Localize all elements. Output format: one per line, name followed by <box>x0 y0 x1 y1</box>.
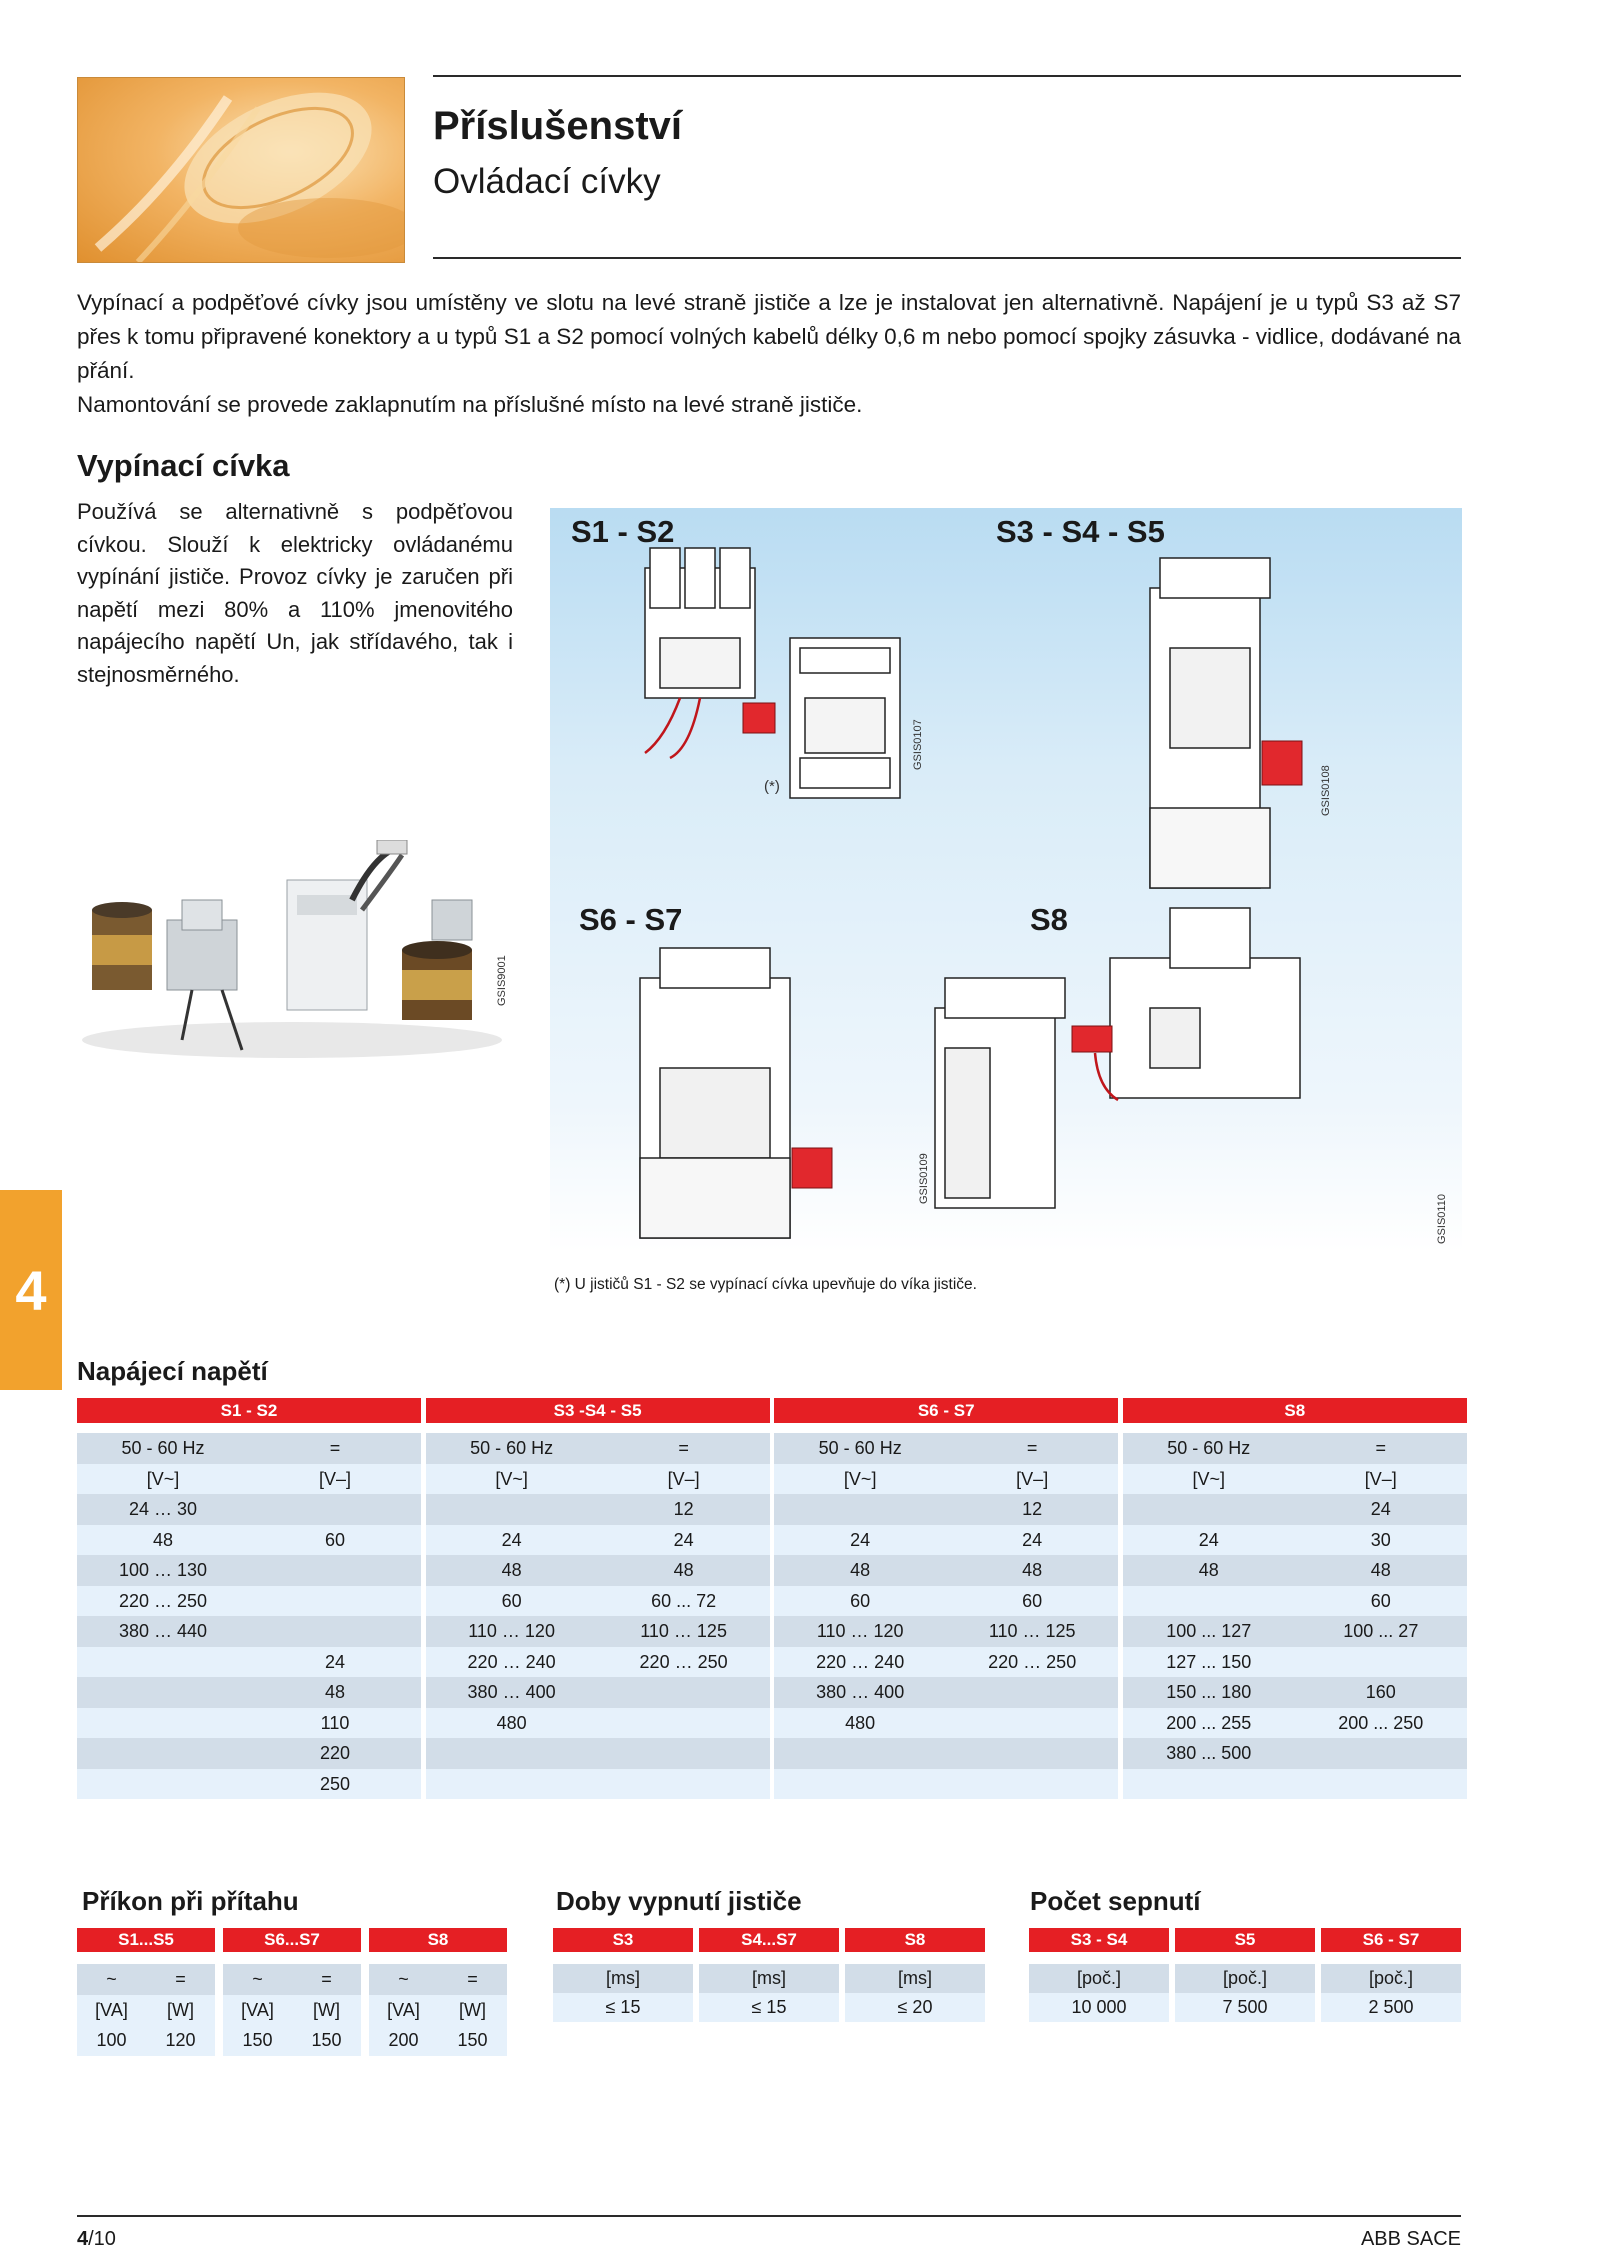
table-cell: 380 … 400 <box>816 1682 905 1702</box>
table-cell <box>1295 1738 1467 1769</box>
table-row <box>774 1586 1118 1617</box>
table-cell <box>1295 1647 1467 1678</box>
table-cell: [VA] <box>387 1999 420 2020</box>
table-row <box>77 1647 421 1678</box>
table-cell: ≤ 15 <box>553 1993 693 2022</box>
table-row <box>223 1964 361 1995</box>
table-cell: = <box>321 1969 332 1989</box>
table-cell: 60 <box>324 1529 346 1550</box>
table-row <box>774 1647 1118 1678</box>
table-row <box>426 1586 770 1617</box>
table-row <box>77 1964 215 1995</box>
table-cell: 30 <box>1370 1529 1391 1550</box>
page-number-bold: 4 <box>77 2228 89 2250</box>
table-cell: [V–] <box>667 1468 700 1489</box>
table-row <box>1123 1769 1467 1800</box>
chapter-number: 4 <box>15 1259 47 1322</box>
table-row <box>774 1708 1118 1739</box>
table-cell <box>426 1738 598 1769</box>
table-row <box>426 1647 770 1678</box>
table-cell: = <box>329 1438 341 1458</box>
supply-group-header: S8 <box>1123 1398 1467 1423</box>
footer-rule <box>77 2215 1461 2217</box>
table-cell: 48 <box>324 1682 346 1702</box>
operations-table-title: Počet sepnutí <box>1030 1886 1201 1916</box>
operations-group-header: S5 <box>1175 1928 1315 1952</box>
table-cell: [V–] <box>318 1468 352 1489</box>
operations-group-body <box>1321 1964 1461 2022</box>
table-cell <box>946 1738 1118 1769</box>
table-row <box>774 1433 1118 1464</box>
table-cell: 24 <box>1022 1529 1043 1550</box>
coil-description: Používá se alternativně s podpěťovou cívkou. Slouží k elektricky ovládanému vypínání jističe. Provoz cívky je zaručen při napětí mezi 80% a 110% jmenovitého napájecího napětí Un, jak střídavého, tak i stejnosměrného. <box>77 499 513 687</box>
table-row <box>426 1677 770 1708</box>
rugby-ball-illustration <box>78 78 404 262</box>
table-cell: 24 <box>1370 1499 1391 1519</box>
table-cell: [V~] <box>146 1468 180 1489</box>
table-cell: 48 <box>673 1560 694 1580</box>
table-cell: ~ <box>398 1969 409 1989</box>
table-cell: 220 … 250 <box>988 1651 1077 1672</box>
intro-paragraph: Vypínací a podpěťové cívky jsou umístěny ve slotu na levé straně jističe a lze je instalovat jen alternativně. Napájení je u typů S3 až S7 přes k tomu připravené konektory a u typů S1 a S2 pomocí volných kabelů délky 0,6 m nebo pomocí spojky zásuvka - vidlice, dodávané na přání. <box>77 290 1461 383</box>
table-cell: ~ <box>106 1969 117 1989</box>
breaker-drawings <box>550 508 1462 1252</box>
power-group-body <box>77 1964 215 2056</box>
table-cell: 150 <box>457 2030 488 2050</box>
table-cell: 24 … 30 <box>128 1499 198 1519</box>
table-row <box>77 1677 421 1708</box>
table-cell: 110 … 125 <box>988 1621 1076 1641</box>
table-cell: [V~] <box>843 1468 877 1489</box>
table-cell <box>774 1738 946 1769</box>
table-cell: = <box>467 1969 478 1989</box>
table-row <box>1123 1677 1467 1708</box>
table-row <box>774 1769 1118 1800</box>
table-row <box>774 1464 1118 1495</box>
table-cell: 220 … 240 <box>816 1651 905 1672</box>
table-cell <box>426 1494 598 1525</box>
page-number-rest: /10 <box>88 2228 116 2250</box>
coil-section-title: Vypínací cívka <box>77 448 290 483</box>
table-cell: 100 <box>96 2030 127 2050</box>
table-cell: 110 <box>320 1712 350 1733</box>
supply-group-header: S1 - S2 <box>77 1398 421 1423</box>
table-cell: 50 - 60 Hz <box>121 1438 205 1458</box>
page-number <box>77 2228 116 2251</box>
operations-group-body <box>1175 1964 1315 2022</box>
table-cell: [V–] <box>1364 1468 1397 1489</box>
power-group-body <box>223 1964 361 2056</box>
table-row <box>77 1494 421 1525</box>
table-cell: 480 <box>496 1712 527 1733</box>
table-cell: 60 <box>1370 1590 1391 1611</box>
table-cell: ≤ 20 <box>845 1993 985 2022</box>
table-row <box>77 1616 421 1647</box>
table-row <box>1123 1708 1467 1739</box>
trip_time-group <box>845 1928 985 2022</box>
table-cell: 24 <box>850 1529 871 1550</box>
header-top-rule <box>433 75 1461 77</box>
table-row <box>774 1677 1118 1708</box>
table-row <box>426 1464 770 1495</box>
table-row <box>77 1555 421 1586</box>
table-cell <box>774 1769 946 1800</box>
table-cell: 200 <box>388 2030 419 2050</box>
table-cell: 380 ... 500 <box>1166 1743 1252 1763</box>
trip_time-group-header: S4...S7 <box>699 1928 839 1952</box>
table-cell: [W] <box>167 1999 194 2020</box>
figure-label-s1-s2: S1 - S2 <box>571 514 675 549</box>
table-row <box>223 1995 361 2026</box>
table-row <box>774 1738 1118 1769</box>
supply-group <box>1123 1398 1467 1799</box>
operations-group <box>1321 1928 1461 2022</box>
table-row <box>77 1433 421 1464</box>
table-cell: 220 … 250 <box>639 1651 728 1672</box>
coil-photo-illustration <box>72 840 512 1070</box>
table-row <box>77 1708 421 1739</box>
table-cell: [ms] <box>553 1964 693 1993</box>
trip_time-group-header: S8 <box>845 1928 985 1952</box>
table-cell: 2 500 <box>1321 1993 1461 2022</box>
figure-label-s8: S8 <box>1030 902 1068 937</box>
intro-text <box>77 286 1461 422</box>
table-cell: ≤ 15 <box>699 1993 839 2022</box>
table-cell <box>1123 1769 1295 1800</box>
table-cell: 48 <box>850 1560 871 1580</box>
asterisk-note: (*) <box>764 778 780 795</box>
table-row <box>426 1738 770 1769</box>
table-cell <box>77 1738 249 1769</box>
table-cell <box>77 1708 249 1739</box>
table-cell: 110 … 120 <box>816 1621 904 1641</box>
table-cell: 220 … 250 <box>118 1590 208 1611</box>
table-cell: = <box>678 1438 689 1458</box>
table-cell <box>1295 1769 1467 1800</box>
company-name: ABB SACE <box>1360 2228 1461 2250</box>
table-row <box>1123 1464 1467 1495</box>
table-row <box>426 1769 770 1800</box>
photo-code: GSIS9001 <box>496 955 508 1006</box>
table-cell: 160 <box>1365 1682 1396 1702</box>
table-cell: ~ <box>252 1969 263 1989</box>
table-cell: 50 - 60 Hz <box>1167 1438 1251 1458</box>
supply-group <box>77 1398 421 1799</box>
supply-group-header: S6 - S7 <box>774 1398 1118 1423</box>
power-group-header: S1...S5 <box>77 1928 215 1952</box>
table-row <box>369 2025 507 2056</box>
table-row <box>1123 1555 1467 1586</box>
supply-table-title: Napájecí napětí <box>77 1356 268 1386</box>
header-bottom-rule <box>433 257 1461 259</box>
table-row <box>1123 1586 1467 1617</box>
figure-label-s3-s5: S3 - S4 - S5 <box>996 514 1165 549</box>
table-cell: 60 <box>850 1590 871 1611</box>
table-row <box>77 1769 421 1800</box>
power-table-title: Příkon při přítahu <box>82 1886 299 1916</box>
power-group-body <box>369 1964 507 2056</box>
table-cell: [V–] <box>1016 1468 1049 1489</box>
table-cell <box>77 1647 249 1678</box>
supply-group-body <box>774 1433 1118 1799</box>
table-cell: 250 <box>319 1773 351 1794</box>
table-row <box>426 1708 770 1739</box>
table-cell: = <box>1375 1438 1387 1458</box>
table-cell: 110 … 125 <box>640 1621 727 1641</box>
operations-group-header: S3 - S4 <box>1029 1928 1169 1952</box>
table-row <box>77 1464 421 1495</box>
figure-code: GSIS0110 <box>1436 1194 1448 1244</box>
trip-time-table-title: Doby vypnutí jističe <box>556 1886 802 1916</box>
table-cell: 60 <box>1022 1590 1043 1611</box>
table-cell: 200 ... 255 <box>1166 1712 1252 1733</box>
table-cell: [poč.] <box>1321 1964 1461 1993</box>
table-cell: 24 <box>501 1529 522 1550</box>
table-cell: 110 … 120 <box>468 1621 555 1641</box>
power-group-header: S8 <box>369 1928 507 1952</box>
table-row <box>1123 1616 1467 1647</box>
operations-group <box>1175 1928 1315 2022</box>
table-cell: 24 <box>324 1651 346 1672</box>
table-cell: [W] <box>459 1999 486 2020</box>
operations-group-body <box>1029 1964 1169 2022</box>
trip_time-group-body <box>553 1964 693 2022</box>
table-cell: [ms] <box>699 1964 839 1993</box>
figure-footnote: (*) U jističů S1 - S2 se vypínací cívka upevňuje do víka jističe. <box>554 1276 977 1293</box>
table-row <box>1123 1647 1467 1678</box>
table-cell <box>946 1677 1118 1708</box>
figure-code: GSIS0107 <box>912 719 924 770</box>
table-row <box>77 2025 215 2056</box>
table-row <box>369 1964 507 1995</box>
table-row <box>426 1433 770 1464</box>
trip_time-group-body <box>845 1964 985 2022</box>
table-cell <box>77 1769 249 1800</box>
table-row <box>369 1995 507 2026</box>
power-group <box>77 1928 215 2056</box>
supply-group <box>774 1398 1118 1799</box>
trip_time-group-body <box>699 1964 839 2022</box>
table-row <box>77 1586 421 1617</box>
table-cell: [W] <box>313 1999 340 2020</box>
table-cell: 220 … 240 <box>467 1651 556 1672</box>
table-row <box>1123 1494 1467 1525</box>
table-row <box>77 1738 421 1769</box>
power-group <box>369 1928 507 2056</box>
table-row <box>1123 1525 1467 1556</box>
table-cell <box>946 1708 1118 1739</box>
table-cell: 127 ... 150 <box>1166 1651 1252 1672</box>
table-cell: [poč.] <box>1175 1964 1315 1993</box>
table-cell: 380 … 400 <box>467 1682 556 1702</box>
header-image <box>77 77 405 263</box>
table-cell: [V~] <box>1192 1468 1226 1489</box>
table-cell: 100 ... 127 <box>1166 1621 1252 1641</box>
table-row <box>426 1494 770 1525</box>
table-cell: 220 <box>319 1743 351 1763</box>
table-row <box>426 1525 770 1556</box>
supply-group-header: S3 -S4 - S5 <box>426 1398 770 1423</box>
table-cell <box>598 1708 770 1739</box>
table-cell <box>1123 1586 1295 1617</box>
table-row <box>774 1555 1118 1586</box>
table-cell <box>598 1769 770 1800</box>
table-row <box>1123 1433 1467 1464</box>
table-cell <box>598 1738 770 1769</box>
figure-label-s6-s7: S6 - S7 <box>579 902 683 937</box>
supply-group-body <box>426 1433 770 1799</box>
supply-group <box>426 1398 770 1799</box>
trip_time-group-header: S3 <box>553 1928 693 1952</box>
table-cell <box>77 1677 249 1708</box>
table-cell: 150 <box>311 2030 342 2050</box>
table-cell: 200 ... 250 <box>1338 1712 1424 1733</box>
table-row <box>774 1525 1118 1556</box>
table-cell: 150 ... 180 <box>1166 1682 1252 1702</box>
trip_time-group <box>699 1928 839 2022</box>
table-cell <box>1123 1494 1295 1525</box>
table-cell: 10 000 <box>1029 1993 1169 2022</box>
table-cell: 7 500 <box>1175 1993 1315 2022</box>
table-row <box>223 2025 361 2056</box>
table-row <box>1123 1738 1467 1769</box>
table-cell: 48 <box>1370 1560 1391 1580</box>
table-cell: 50 - 60 Hz <box>470 1438 554 1458</box>
table-cell <box>426 1769 598 1800</box>
table-cell: 380 … 440 <box>118 1621 208 1641</box>
operations-group <box>1029 1928 1169 2022</box>
table-cell: 480 <box>845 1712 876 1733</box>
table-cell: = <box>175 1969 186 1989</box>
table-cell: 24 <box>673 1529 694 1550</box>
table-cell: 50 - 60 Hz <box>818 1438 902 1458</box>
table-cell <box>946 1769 1118 1800</box>
table-row <box>77 1525 421 1556</box>
power-group <box>223 1928 361 2056</box>
table-cell: 48 <box>1022 1560 1043 1580</box>
table-cell <box>249 1586 421 1617</box>
power-group-header: S6...S7 <box>223 1928 361 1952</box>
page-subtitle: Ovládací cívky <box>433 162 661 201</box>
figure-code: GSIS0108 <box>1320 765 1332 816</box>
supply-group-body <box>1123 1433 1467 1799</box>
table-row <box>426 1616 770 1647</box>
table-cell: [VA] <box>95 1999 128 2020</box>
supply-group-body <box>77 1433 421 1799</box>
table-cell: 100 ... 27 <box>1343 1621 1419 1641</box>
table-cell: [VA] <box>241 1999 274 2020</box>
table-cell: [V~] <box>495 1468 528 1489</box>
table-cell <box>598 1677 770 1708</box>
table-row <box>774 1616 1118 1647</box>
trip_time-group <box>553 1928 693 2022</box>
table-cell: 120 <box>165 2030 196 2050</box>
page-title: Příslušenství <box>433 104 683 148</box>
table-cell: [poč.] <box>1029 1964 1169 1993</box>
table-cell: 150 <box>242 2030 273 2050</box>
table-cell: 48 <box>1198 1560 1219 1580</box>
figure-code: GSIS0109 <box>918 1153 930 1204</box>
table-cell: 60 <box>501 1590 522 1611</box>
table-cell: 24 <box>1198 1529 1219 1550</box>
table-cell <box>774 1494 946 1525</box>
table-cell: 48 <box>501 1560 522 1580</box>
table-row <box>77 1995 215 2026</box>
table-cell: 100 … 130 <box>118 1560 208 1580</box>
table-cell <box>249 1555 421 1586</box>
table-cell <box>249 1616 421 1647</box>
intro-paragraph: Namontování se provede zaklapnutím na příslušné místo na levé straně jističe. <box>77 392 863 417</box>
operations-group-header: S6 - S7 <box>1321 1928 1461 1952</box>
table-row <box>774 1494 1118 1525</box>
table-cell: 60 ... 72 <box>651 1590 717 1611</box>
coil-photo <box>72 840 512 1070</box>
table-cell: [ms] <box>845 1964 985 1993</box>
breaker-figure-panel <box>550 508 1462 1252</box>
table-row <box>426 1555 770 1586</box>
table-cell: = <box>1026 1438 1038 1458</box>
table-cell <box>249 1494 421 1525</box>
table-cell: 12 <box>1022 1499 1043 1519</box>
table-cell: 48 <box>152 1529 174 1550</box>
table-cell: 12 <box>673 1499 694 1519</box>
